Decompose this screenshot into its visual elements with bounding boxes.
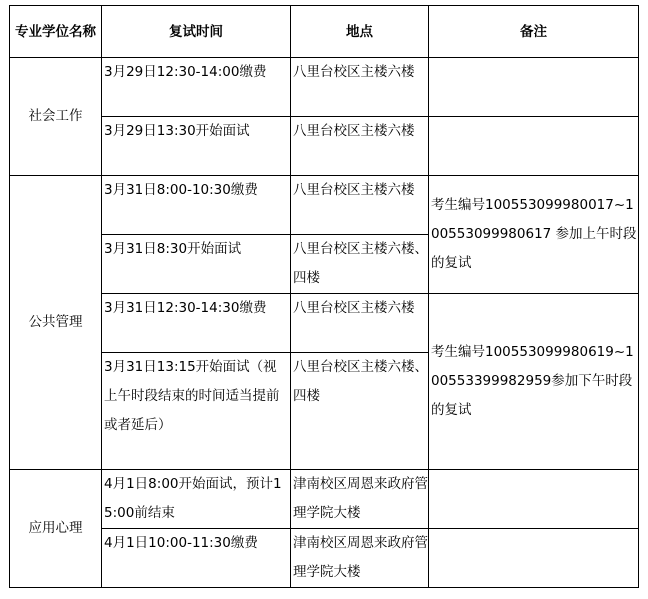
cell-time: 3月29日12:30-14:00缴费	[102, 58, 291, 117]
interview-schedule-table	[9, 5, 639, 588]
header-note: 备注	[429, 6, 639, 58]
cell-place: 八里台校区主楼六楼、四楼	[291, 353, 429, 470]
cell-place: 津南校区周恩来政府管理学院大楼	[291, 529, 429, 588]
cell-time: 3月29日13:30开始面试	[102, 117, 291, 176]
table-row	[10, 470, 639, 529]
cell-place: 八里台校区主楼六楼	[291, 58, 429, 117]
cell-time: 3月31日12:30-14:30缴费	[102, 294, 291, 353]
table-row	[10, 294, 639, 353]
cell-time: 3月31日8:00-10:30缴费	[102, 176, 291, 235]
table-row	[10, 117, 639, 176]
header-place: 地点	[291, 6, 429, 58]
cell-time: 3月31日8:30开始面试	[102, 235, 291, 294]
table-row	[10, 58, 639, 117]
program-psychology: 应用心理	[10, 470, 102, 588]
cell-note	[429, 470, 639, 529]
header-program: 专业学位名称	[10, 6, 102, 58]
cell-note	[429, 58, 639, 117]
cell-note-afternoon: 考生编号100553099980619~100553399982959参加下午时段的复试	[429, 294, 639, 470]
table-row	[10, 176, 639, 235]
cell-time: 4月1日10:00-11:30缴费	[102, 529, 291, 588]
cell-place: 八里台校区主楼六楼	[291, 117, 429, 176]
cell-place: 八里台校区主楼六楼、四楼	[291, 235, 429, 294]
cell-place: 津南校区周恩来政府管理学院大楼	[291, 470, 429, 529]
program-social-work: 社会工作	[10, 58, 102, 176]
cell-note	[429, 117, 639, 176]
cell-place: 八里台校区主楼六楼	[291, 294, 429, 353]
cell-time: 3月31日13:15开始面试（视上午时段结束的时间适当提前或者延后）	[102, 353, 291, 470]
schedule-container	[9, 5, 639, 588]
table-header-row	[10, 6, 639, 58]
program-public-admin: 公共管理	[10, 176, 102, 470]
cell-place: 八里台校区主楼六楼	[291, 176, 429, 235]
cell-note-morning: 考生编号100553099980017~100553099980617 参加上午时段的复试	[429, 176, 639, 294]
header-time: 复试时间	[102, 6, 291, 58]
table-row	[10, 529, 639, 588]
cell-time: 4月1日8:00开始面试，预计15:00前结束	[102, 470, 291, 529]
cell-note	[429, 529, 639, 588]
